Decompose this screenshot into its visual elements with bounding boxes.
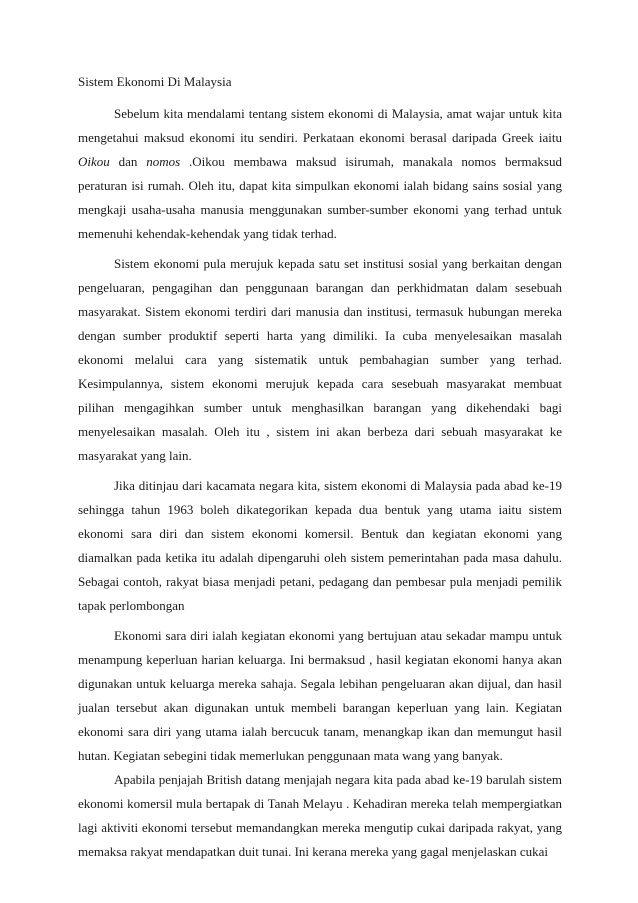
- term-oikou: Oikou: [78, 154, 110, 169]
- paragraph-4: Ekonomi sara diri ialah kegiatan ekonomi yang bertujuan atau sekadar mampu untuk menampung keperluan harian keluarga. Ini bermaksud , hasil kegiatan ekonomi hanya akan digunakan untuk keluarga mereka sahaja. Segala lebihan pengeluaran akan dijual, dan hasil jualan tersebut akan digunakan untuk membeli barangan keperluan yang lain. Kegiatan ekonomi sara diri yang utama ialah bercucuk tanam, menangkap ikan dan memungut hasil hutan. Kegiatan sebegini tidak memerlukan penggunaan mata wang yang banyak.: [78, 628, 562, 763]
- paragraph-1-text-c: .Oikou membawa maksud isirumah, manakala nomos bermaksud peraturan isi rumah. Oleh itu, dapat kita simpulkan ekonomi ialah bidang sains sosial yang mengkaji usaha-usaha manusia menggunakan sumber-sumber ekonomi yang terhad untuk memenuhi kehendak-kehendak yang tidak terhad.: [78, 154, 562, 241]
- document-title: Sistem Ekonomi Di Malaysia: [78, 74, 232, 89]
- term-nomos: nomos: [146, 154, 181, 169]
- paragraph-1: [78, 102, 562, 246]
- paragraph-3: Jika ditinjau dari kacamata negara kita, sistem ekonomi di Malaysia pada abad ke-19 sehingga tahun 1963 boleh dikategorikan kepada dua bentuk yang utama iaitu sistem ekonomi sara diri dan sistem ekonomi komersil. Bentuk dan kegiatan ekonomi yang diamalkan pada ketika itu adalah dipengaruhi oleh sistem pemerintahan pada masa dahulu. Sebagai contoh, rakyat biasa menjadi petani, pedagang dan pembesar pula menjadi pemilik tapak perlombongan: [78, 478, 562, 613]
- paragraph-1-text-a: Sebelum kita mendalami tentang sistem ekonomi di Malaysia, amat wajar untuk kita mengetahui maksud ekonomi itu sendiri. Perkataan ekonomi berasal daripada Greek iaitu: [78, 106, 562, 145]
- paragraph-5: Apabila penjajah British datang menjajah negara kita pada abad ke-19 barulah sistem ekonomi komersil mula bertapak di Tanah Melayu . Kehadiran mereka telah mempergiatkan lagi aktiviti ekonomi tersebut memandangkan mereka mengutip cukai daripada rakyat, yang memaksa rakyat mendapatkan duit tunai. Ini kerana mereka yang gagal menjelaskan cukai: [78, 772, 562, 859]
- paragraph-1-text-b: dan: [109, 154, 147, 169]
- paragraph-2: Sistem ekonomi pula merujuk kepada satu set institusi sosial yang berkaitan dengan pengeluaran, pengagihan dan penggunaan barangan dan perkhidmatan dalam sesebuah masyarakat. Sistem ekonomi terdiri dari manusia dan institusi, termasuk hubungan mereka dengan sumber produktif seperti harta yang dimiliki. Ia cuba menyelesaikan masalah ekonomi melalui cara yang sistematik untuk pembahagian sumber yang terhad. Kesimpulannya, sistem ekonomi merujuk kepada cara sesebuah masyarakat membuat pilihan mengagihkan sumber untuk menghasilkan barangan yang dikehendaki bagi menyelesaikan masalah. Oleh itu , sistem ini akan berbeza dari sebuah masyarakat ke masyarakat yang lain.: [78, 256, 562, 463]
- document-body: [78, 70, 562, 864]
